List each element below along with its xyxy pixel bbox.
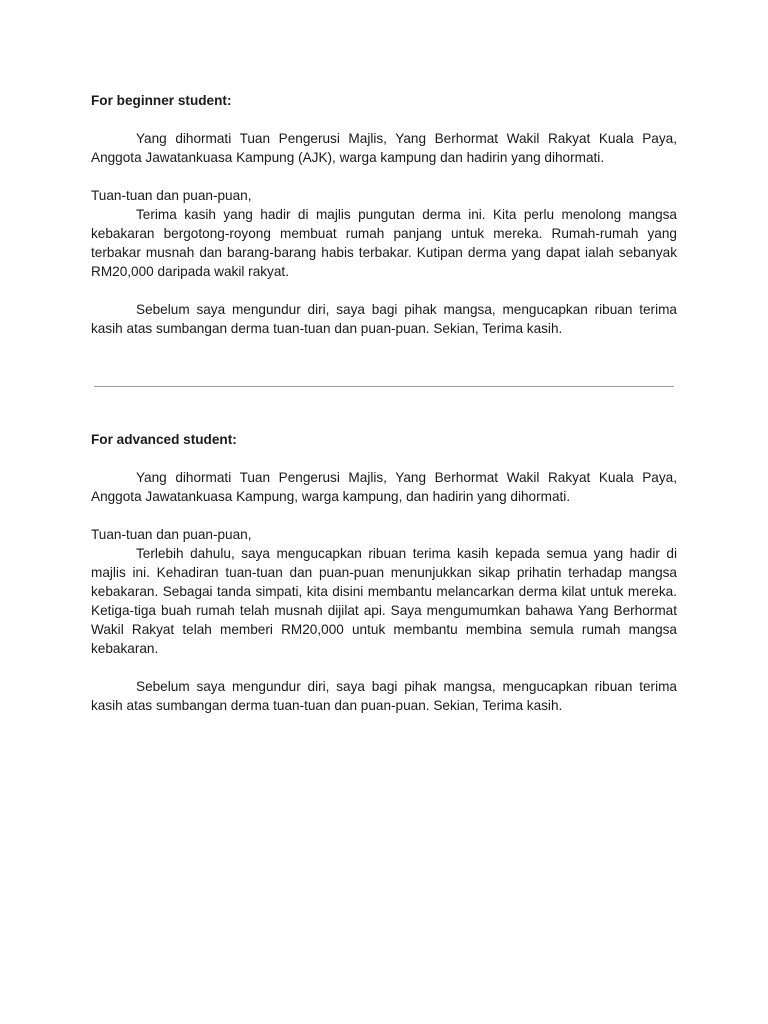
beginner-body-paragraph: Terima kasih yang hadir di majlis pungutan derma ini. Kita perlu menolong mangsa kebakaran bergotong-royong membuat rumah panjang untuk mereka. Rumah-rumah yang terbakar musnah dan barang-barang habis terbakar. Kutipan derma yang dapat ialah sebanyak RM20,000 daripada wakil rakyat. — [91, 207, 677, 279]
advanced-salutation: Tuan-tuan dan puan-puan, — [91, 527, 252, 542]
beginner-salutation: Tuan-tuan dan puan-puan, — [91, 188, 252, 203]
advanced-greeting-paragraph: Yang dihormati Tuan Pengerusi Majlis, Yang Berhormat Wakil Rakyat Kuala Paya, Anggota Jawatankuasa Kampung, warga kampung, dan hadirin yang dihormati. — [91, 470, 677, 504]
advanced-body-paragraph: Terlebih dahulu, saya mengucapkan ribuan terima kasih kepada semua yang hadir di majlis ini. Kehadiran tuan-tuan dan puan-puan menunjukkan sikap prihatin terhadap mangsa kebakaran. Sebagai tanda simpati, kita disini membantu melancarkan derma kilat untuk mereka. Ketiga-tiga buah rumah telah musnah dijilat api. Saya mengumumkan bahawa Yang Berhormat Wakil Rakyat telah memberi RM20,000 untuk membantu membina semula rumah mangsa kebakaran. — [91, 546, 677, 656]
beginner-greeting-paragraph: Yang dihormati Tuan Pengerusi Majlis, Yang Berhormat Wakil Rakyat Kuala Paya, Anggota Jawatankuasa Kampung (AJK), warga kampung dan hadirin yang dihormati. — [91, 131, 677, 165]
section-divider — [94, 386, 674, 387]
beginner-closing-paragraph: Sebelum saya mengundur diri, saya bagi pihak mangsa, mengucapkan ribuan terima kasih atas sumbangan derma tuan-tuan dan puan-puan. Sekian, Terima kasih. — [91, 302, 677, 336]
advanced-section — [91, 430, 677, 715]
advanced-closing-paragraph: Sebelum saya mengundur diri, saya bagi pihak mangsa, mengucapkan ribuan terima kasih atas sumbangan derma tuan-tuan dan puan-puan. Sekian, Terima kasih. — [91, 679, 677, 713]
beginner-heading: For beginner student: — [91, 93, 232, 108]
beginner-section — [91, 91, 677, 338]
advanced-heading: For advanced student: — [91, 432, 237, 447]
